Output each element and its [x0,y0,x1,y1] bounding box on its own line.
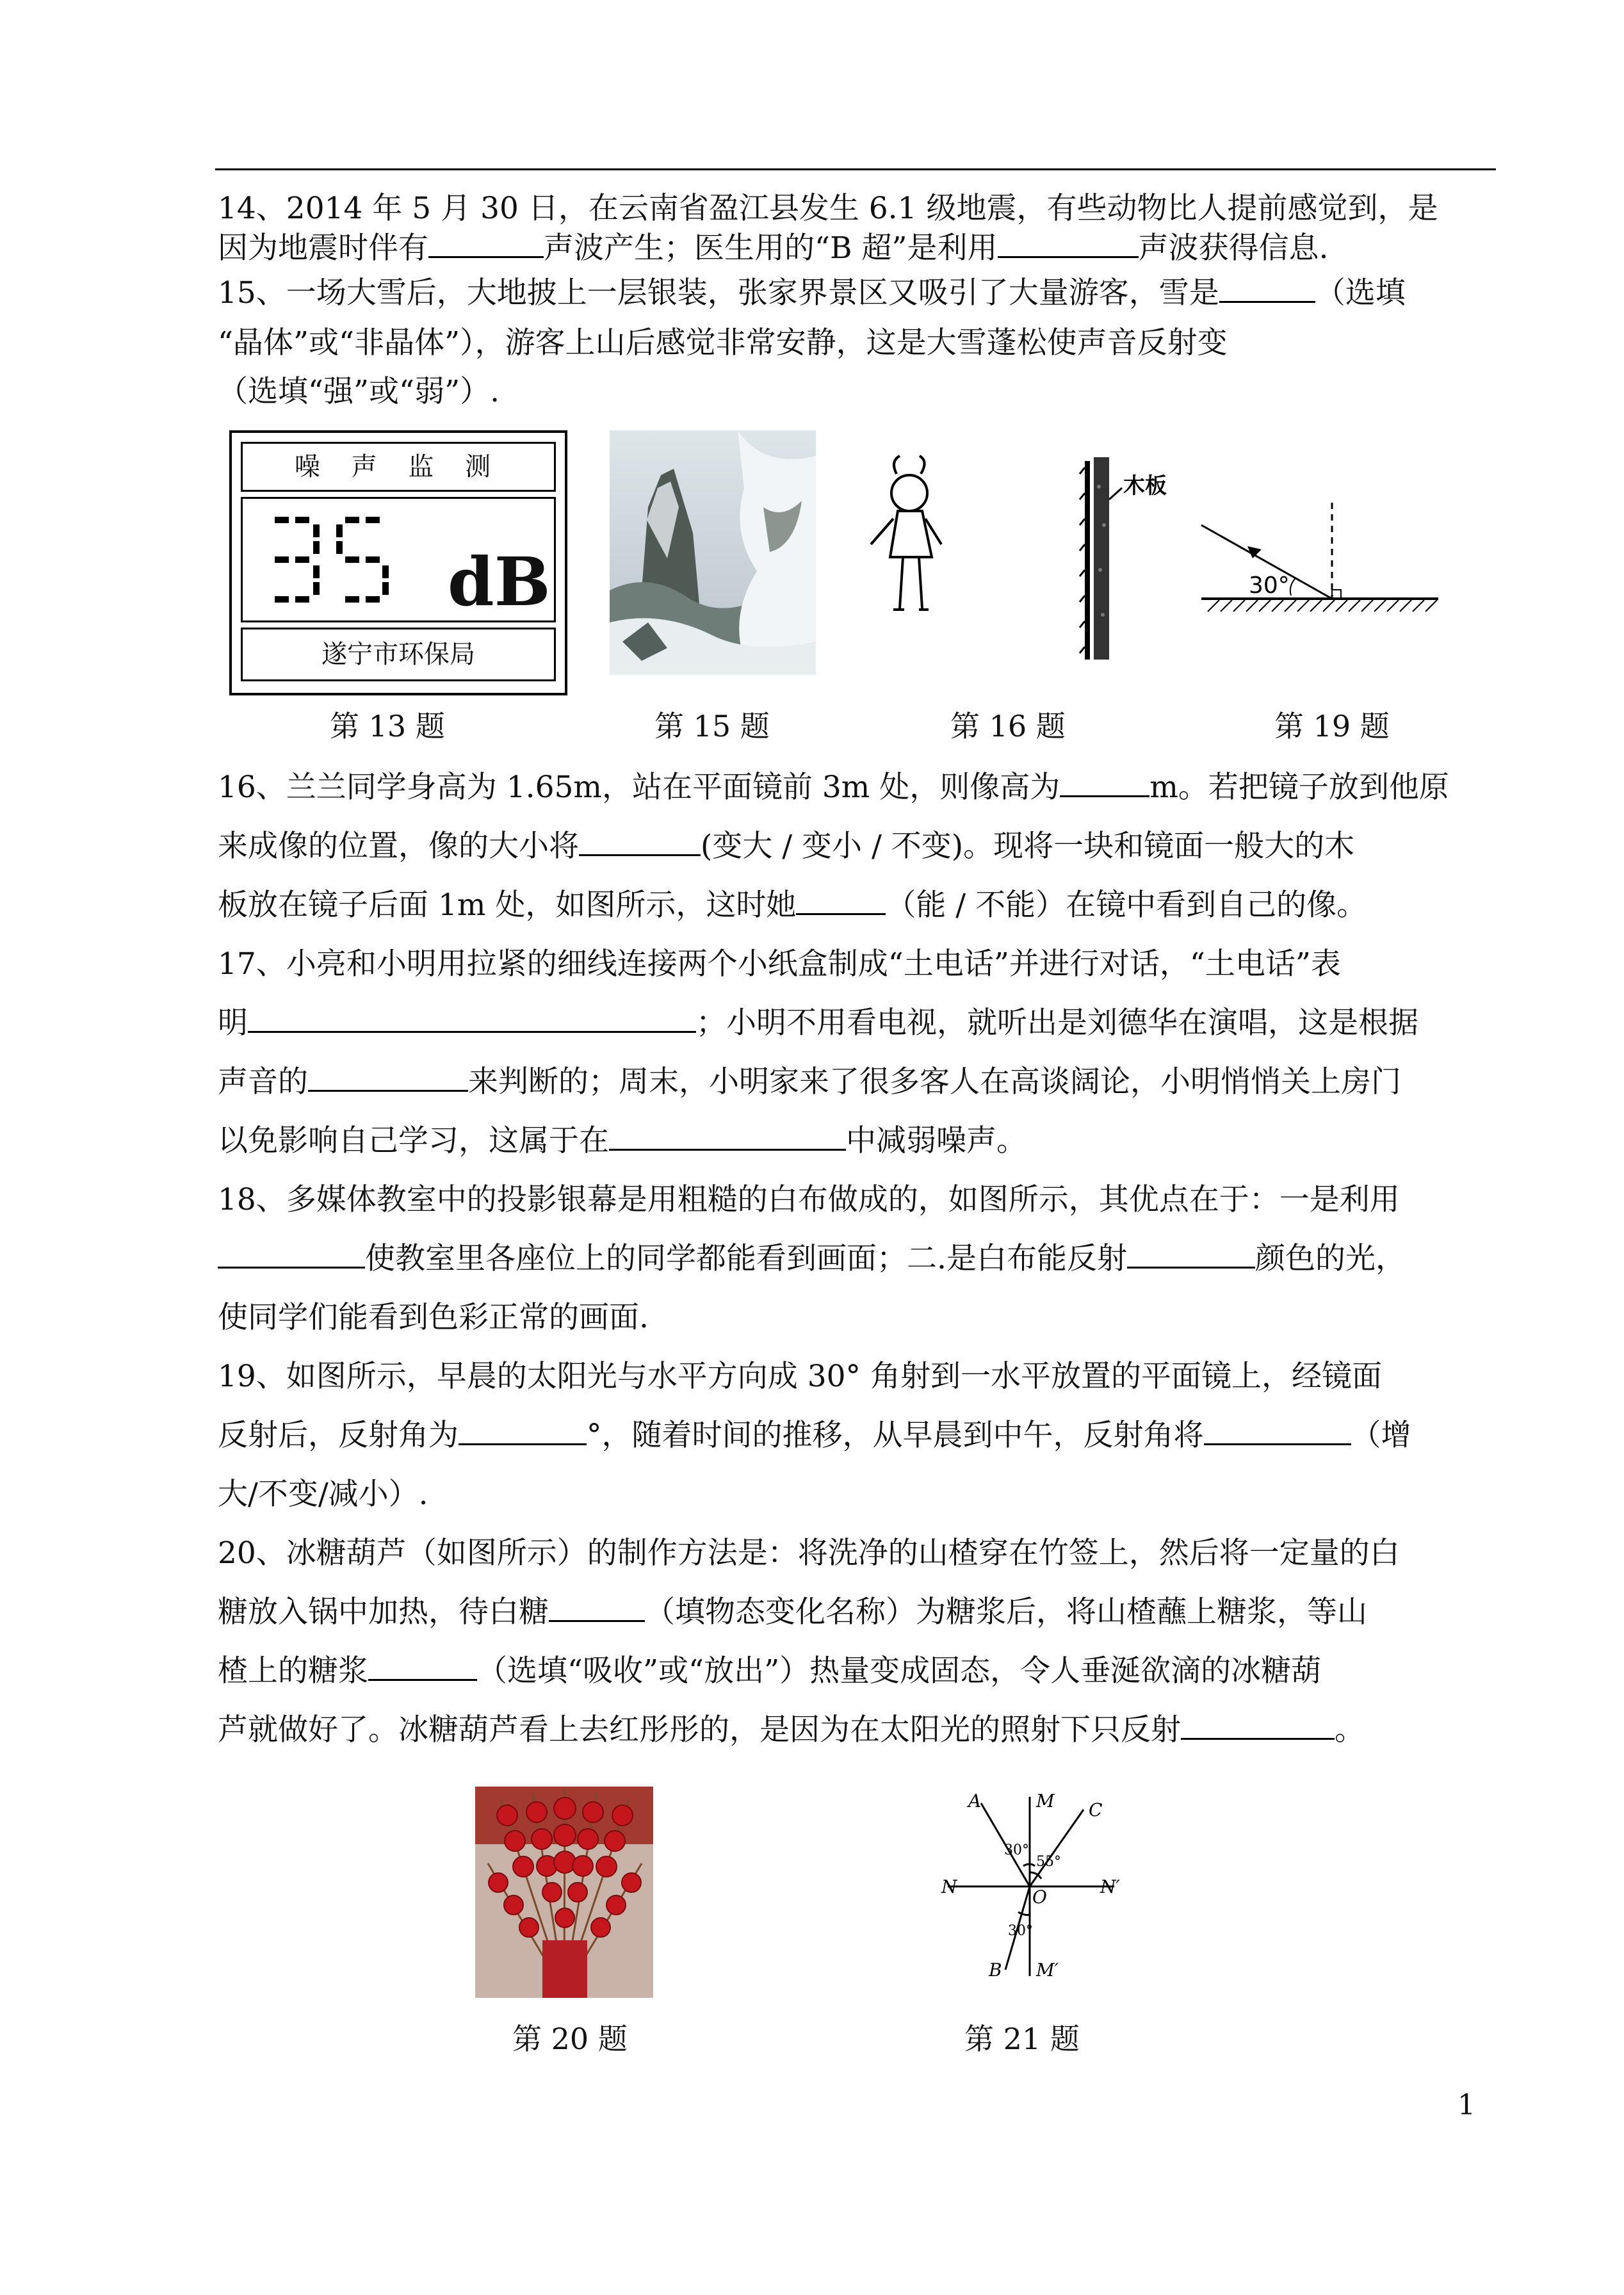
question-16-line-1: 16、兰兰同学身高为 1.65m，站在平面镜前 3m 处，则像高为 m。若把镜子放到他原 [218,770,1449,805]
caption-fig21: 第 21 题 [964,2022,1080,2056]
question-15-line-2: “晶体”或“非晶体”），游客上山后感觉非常安静，这是大雪蓬松使声音反射变 [218,325,1228,361]
caption-fig15: 第 15 题 [654,709,770,743]
answer-blank[interactable] [248,1005,696,1033]
answer-blank[interactable] [1204,1418,1351,1445]
label-B: B [989,1959,1002,1981]
question-19-line-3: 大/不变/减小）. [218,1477,428,1512]
label-C: C [1089,1799,1103,1821]
question-19-line-1: 19、如图所示，早晨的太阳光与水平方向成 30° 角射到一水平放置的平面镜上，经镜面 [218,1359,1382,1394]
question-14-line-1: 14、2014 年 5 月 30 日，在云南省盈江县发生 6.1 级地震，有些动物比人提前感觉到，是 [218,191,1438,226]
label-A: A [968,1790,982,1812]
label-M-prime: M′ [1036,1959,1059,1981]
girl-mirror-board-figure [865,448,1185,666]
caption-fig13: 第 13 题 [330,709,445,743]
answer-blank[interactable] [1060,770,1149,797]
question-14-line-2: 因为地震时伴有 声波产生；医生用的“B 超”是利用 声波获得信息. [218,231,1329,266]
label-N: N [941,1876,957,1897]
question-18-line-2: 使教室里各座位上的同学都能看到画面；二.是白布能反射 颜色的光， [218,1229,1505,1288]
question-20-line-4: 芦就做好了。冰糖葫芦看上去红彤彤的，是因为在太阳光的照射下只反射 。 [218,1712,1365,1748]
angle-top-30: 30° [1004,1842,1029,1858]
question-15-line-1: 15、一场大雪后，大地披上一层银装，张家界景区又吸引了大量游客，雪是 （选填 [218,275,1406,311]
noise-monitor-title: 噪 声 监 测 [241,442,556,492]
label-O: O [1032,1886,1047,1908]
label-N-prime: N′ [1100,1876,1120,1897]
question-20-line-3: 楂上的糖浆 （选填“吸收”或“放出”）热量变成固态，令人垂涎欲滴的冰糖葫 [218,1653,1322,1689]
question-15-line-3: （选填“强”或“弱”）. [218,374,500,409]
page-number: 1 [1458,2089,1475,2121]
answer-blank[interactable] [218,1241,365,1269]
decibel-unit: dB [448,542,551,621]
question-17-line-4: 以免影响自己学习，这属于在 中减弱噪声。 [218,1123,1027,1158]
answer-blank[interactable] [308,1064,468,1092]
reflection-angle-figure [1195,499,1445,621]
answer-blank[interactable] [428,231,544,258]
snowy-mountain-photo [610,430,816,675]
answer-blank[interactable] [579,829,701,856]
answer-blank[interactable] [1219,275,1315,303]
question-18-line-1: 18、多媒体教室中的投影银幕是用粗糙的白布做成的，如图所示，其优点在于：一是利用 [218,1182,1400,1217]
answer-blank[interactable] [998,231,1139,258]
question-16-line-2: 来成像的位置，像的大小将 (变大 / 变小 / 不变)。现将一块和镜面一般大的木 [218,829,1355,864]
question-16-line-3: 板放在镜子后面 1m 处，如图所示，这时她 （能 / 不能）在镜中看到自己的像。 [218,888,1367,923]
answer-blank[interactable] [368,1653,477,1681]
caption-fig19: 第 19 题 [1274,709,1390,743]
question-17-line-3: 声音的 来判断的；周末，小明家来了很多客人在高谈阔论，小明悄悄关上房门 [218,1064,1401,1099]
question-18-line-3: 使同学们能看到色彩正常的画面. [218,1300,649,1335]
caption-fig20: 第 20 题 [512,2022,628,2056]
angle-bottom-30: 30° [1008,1923,1033,1939]
answer-blank[interactable] [796,888,886,915]
question-17-line-1: 17、小亮和小明用拉紧的细线连接两个小纸盒制成“土电话”并进行对话，“土电话”表 [218,946,1341,982]
noise-monitor-display [241,497,556,622]
question-19-line-2: 反射后，反射角为 °，随着时间的推移，从早晨到中午，反射角将 （增 [218,1418,1411,1453]
label-M: M [1036,1790,1055,1812]
refraction-diagram [935,1790,1127,1983]
answer-blank[interactable] [549,1594,645,1622]
board-label: 木板 [1123,473,1167,499]
question-20-line-1: 20、冰糖葫芦（如图所示）的制作方法是：将洗净的山楂穿在竹签上，然后将一定量的白 [218,1536,1400,1571]
angle-label-30: 30° [1249,572,1290,599]
seven-segment-digits [256,499,448,618]
noise-monitor-footer: 遂宁市环保局 [241,628,556,681]
candied-haws-photo [475,1787,653,1998]
answer-blank[interactable] [609,1123,846,1151]
answer-blank[interactable] [1127,1241,1255,1269]
question-17-line-2: 明 ；小明不用看电视，就听出是刘德华在演唱，这是根据 [218,1005,1418,1041]
noise-monitor-figure [229,430,567,695]
answer-blank[interactable] [459,1418,587,1445]
header-rule [215,168,1496,170]
caption-fig16: 第 16 题 [950,709,1066,743]
angle-55: 55° [1036,1854,1061,1870]
answer-blank[interactable] [1181,1712,1335,1740]
question-20-line-2: 糖放入锅中加热，待白糖 （填物态变化名称）为糖浆后，将山楂蘸上糖浆，等山 [218,1594,1367,1630]
